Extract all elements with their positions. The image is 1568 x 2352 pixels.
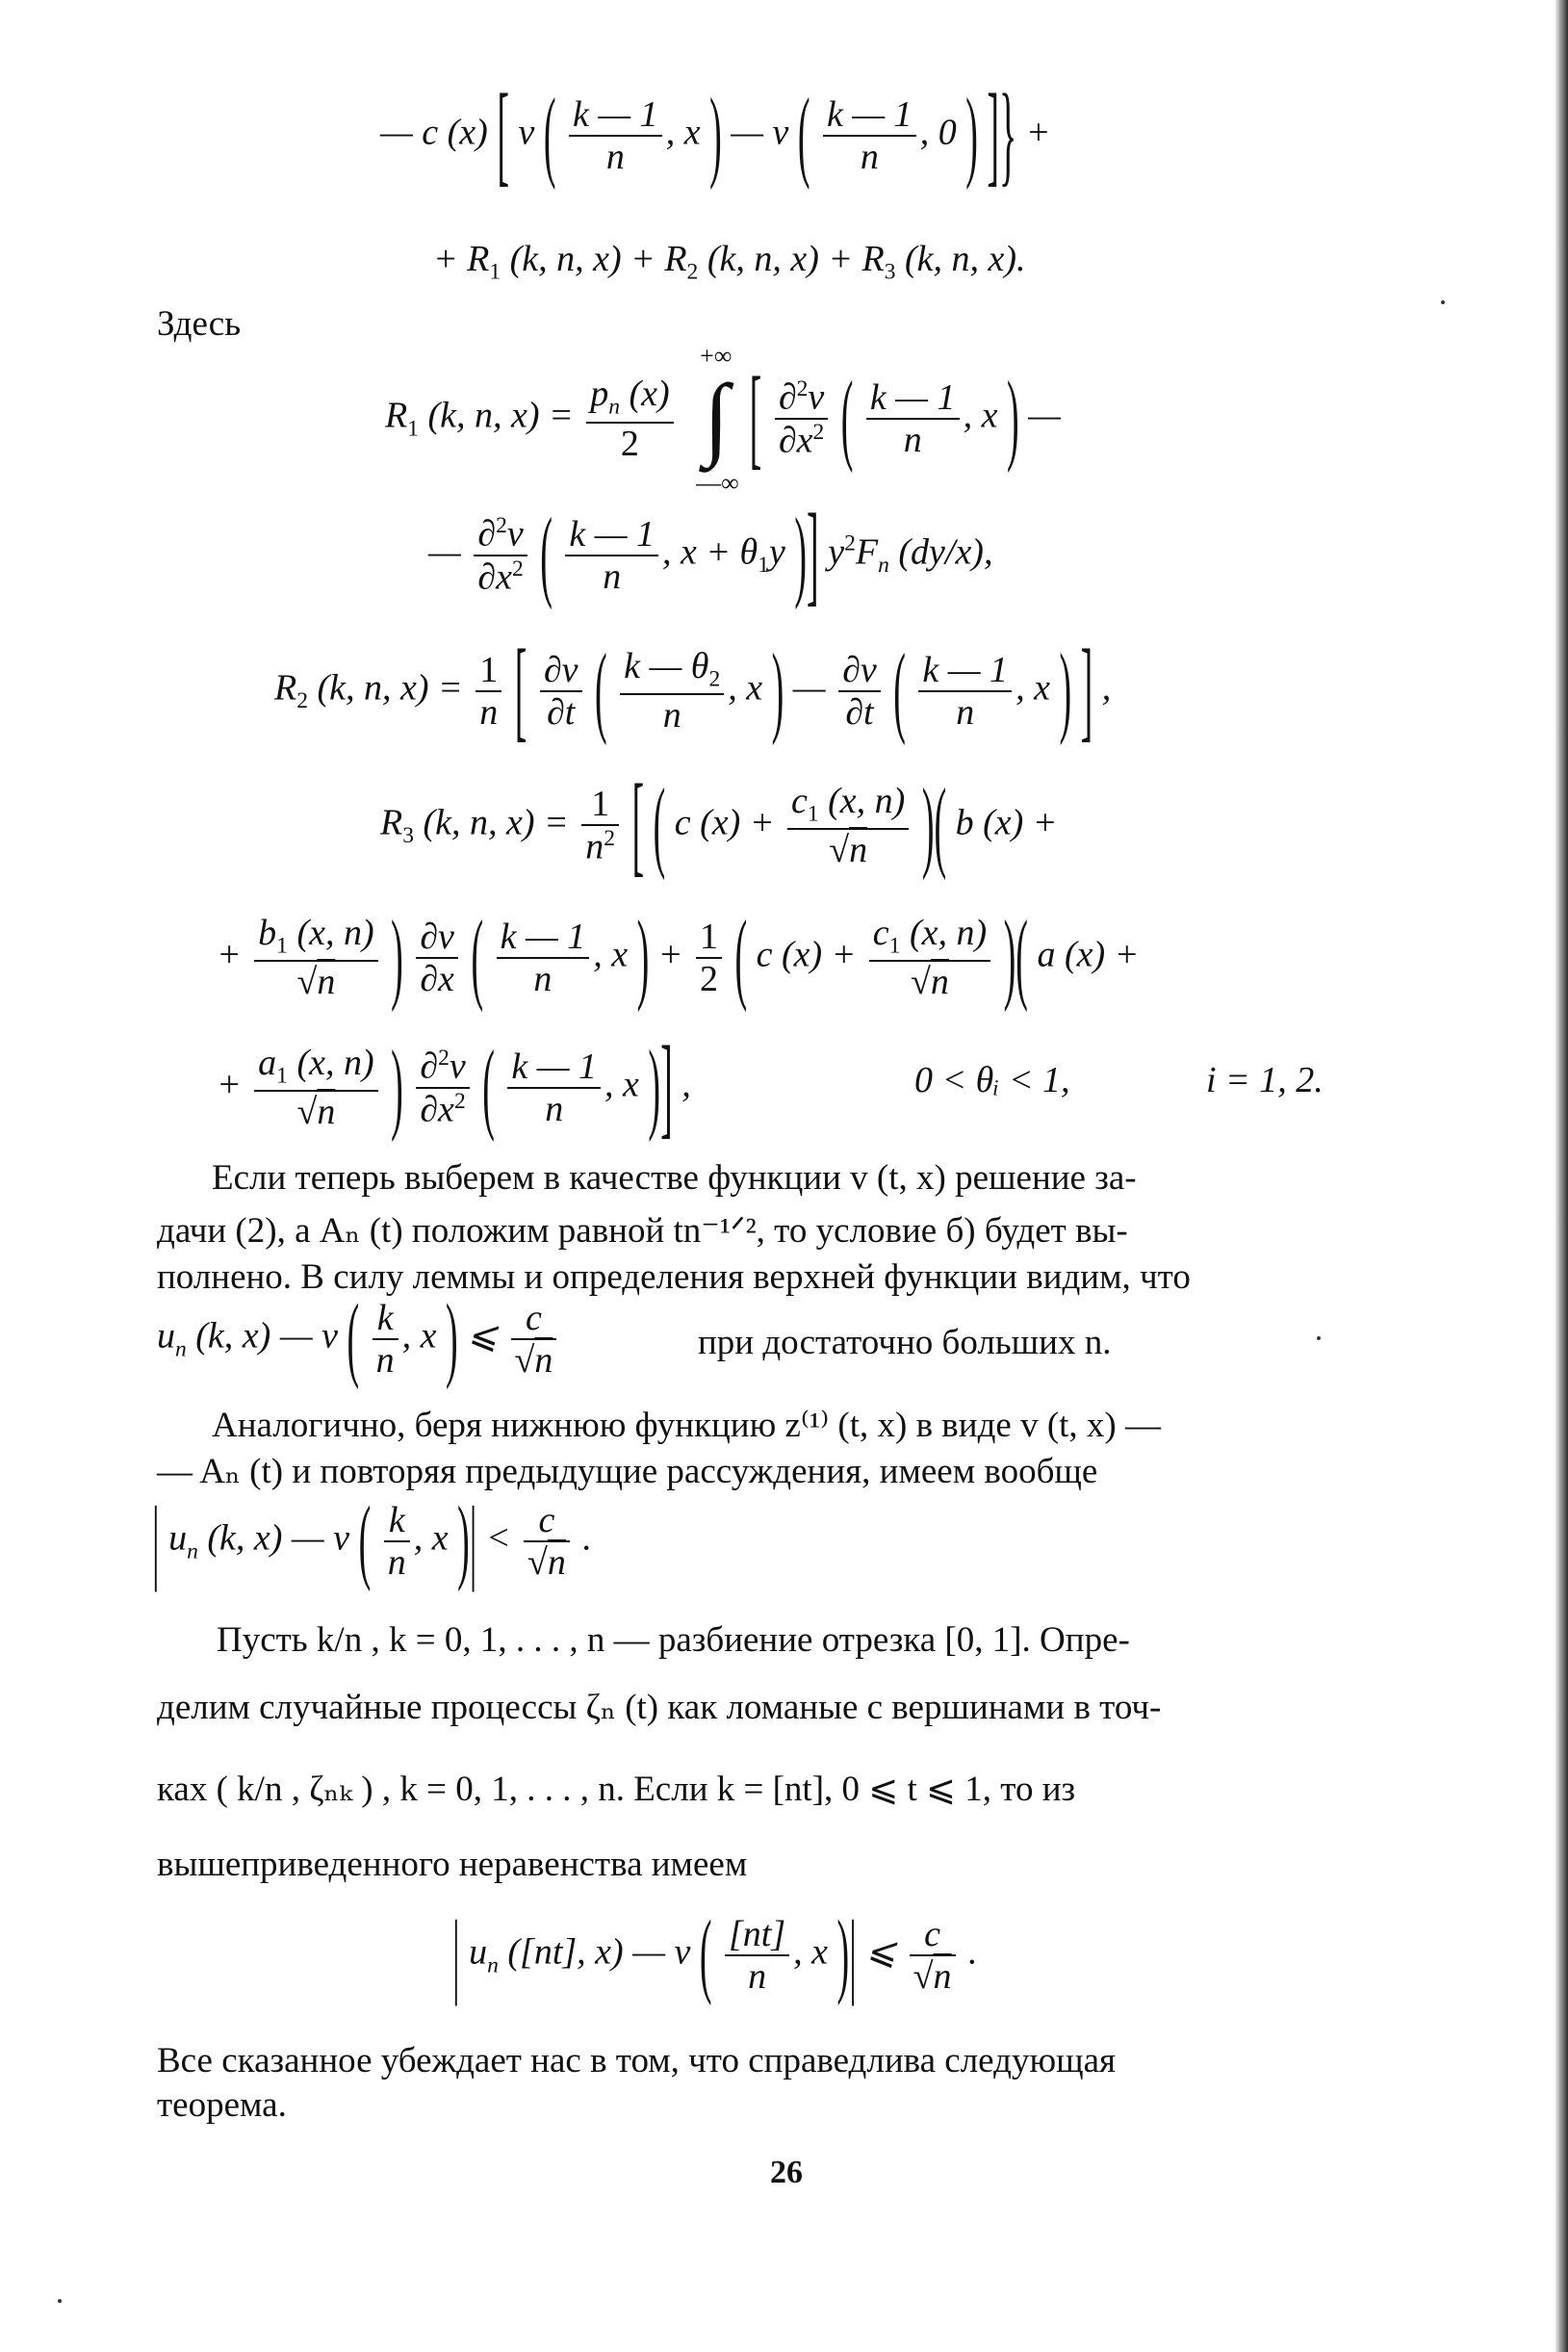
paragraph3-line1: Пусть k/n , k = 0, 1, . . . , n — разбиение отрезка [0, 1]. Опре-: [217, 1620, 1130, 1660]
word-zdes: Здесь: [157, 304, 242, 344]
paragraph1-line2: дачи (2), а Aₙ (t) положим равной tn⁻¹ᐟ², то условие б) будет вы-: [157, 1211, 1128, 1251]
formula-r3-line3: + $\frac{a_1 (x, n)}{√n}$ ) $\frac{\partial^2v}{\partial x^2}$ ( $\frac{k — 1}{n}$ , x )] ,: [217, 1024, 691, 1150]
formula-continuation: — c (x) [ v ( $\frac{k — 1}{n}$ , x ) — v ( $\frac{k — 1}{n}$ , 0 ) ]} +: [380, 72, 1051, 199]
scan-speck: [1441, 300, 1445, 304]
page-number: 26: [770, 2155, 803, 2190]
inequality-upper: $u_n$ (k, x) — v ( $\frac{k}{n}$ , x ) ⩽ $\frac{c}{√n}$: [157, 1300, 560, 1379]
inequality-abs: | $u_n$ (k, x) — v ( $\frac{k}{n}$ , x )| < $\frac{c}{√n}$ .: [152, 1488, 592, 1594]
paragraph4-line2: теорема.: [157, 2085, 287, 2125]
paragraph3-line2: делим случайные процессы ζₙ (t) как ломаные с вершинами в точ-: [157, 1688, 1162, 1727]
scan-speck: [58, 2299, 62, 2303]
scan-speck: [1317, 1336, 1321, 1340]
formula-r3-line2: + $\frac{b_1 (x, n)}{√n}$ ) $\frac{\partial v}{\partial x}$ ( $\frac{k — 1}{n}$ , x ) + $\frac{1}{2}$ ( c (x) + $\frac{c_1 (x, n)}{√n}$ )( a (x) +: [217, 900, 1140, 1015]
inequality-nt: | $u_n$ ([nt], x) — v ( $\frac{[nt]}{n}$ , x )| ⩽ $\frac{c}{√n}$ .: [452, 1902, 978, 2008]
paragraph3-line4: вышеприведенного неравенства имеем: [157, 1845, 748, 1884]
paragraph4-line1: Все сказанное убеждает нас в том, что справедлива следующая: [157, 2041, 1117, 2081]
paragraph2-line1: Аналогично, беря нижнюю функцию z⁽¹⁾ (t, x) в виде v (t, x) —: [212, 1406, 1161, 1445]
condition-theta: 0 < θᵢ < 1,: [914, 1060, 1070, 1100]
formula-remainders: + $R_1$ (k, n, $x) + R_2$ (k, n, $x) + R_3$ (k, n, x).: [433, 239, 1026, 285]
paragraph1-line3: полнено. В силу леммы и определения верхней функции видим, что: [157, 1257, 1191, 1297]
page-edge-shadow: [1555, 0, 1568, 2352]
paragraph2-line2: — Aₙ (t) и повторяя предыдущие рассуждения, имеем вообще: [157, 1452, 1098, 1491]
formula-r3-line1: $R_3$ (k, n, x) = $\frac{1}{n^2}$ [ ( c (x) + $\frac{c_1 (x, n)}{√n}$ )( b (x) +: [380, 762, 1058, 889]
condition-i: i = 1, 2.: [1206, 1060, 1324, 1100]
formula-r2: $R_2$ (k, n, x) = $\frac{1}{n}$ [ $\frac{\partial v}{\partial t}$ ( $\frac{k — \theta_2}{n}$ , x ) — $\frac{\partial v}{\partial t}$ ( $\frac{k — 1}{n}$ , x ) ] ,: [274, 628, 1112, 754]
paragraph1-line4: при достаточно больших n.: [698, 1323, 1112, 1362]
paragraph1-line1: Если теперь выберем в качестве функции v (t, x) решение за-: [212, 1158, 1137, 1198]
paragraph3-line3: ках ( k/n , ζₙₖ ) , k = 0, 1, . . . , n. Если k = [nt], 0 ⩽ t ⩽ 1, то из: [157, 1770, 1076, 1809]
formula-r1-line1: $R_1$ (k, n, x) = $\frac{p_n (x)}{2}$ +∞ ∫ —∞ [ $\frac{\partial^2v}{\partial x^2}$ ( $\frac{k — 1}{n}$ , x ) —: [385, 342, 1061, 497]
formula-r1-line2: — $\frac{\partial^2v}{\partial x^2}$ ( $\frac{k — 1}{n}$ , $x + \theta_1y$ )] $y^2F_n$ (dy/x),: [428, 492, 993, 618]
